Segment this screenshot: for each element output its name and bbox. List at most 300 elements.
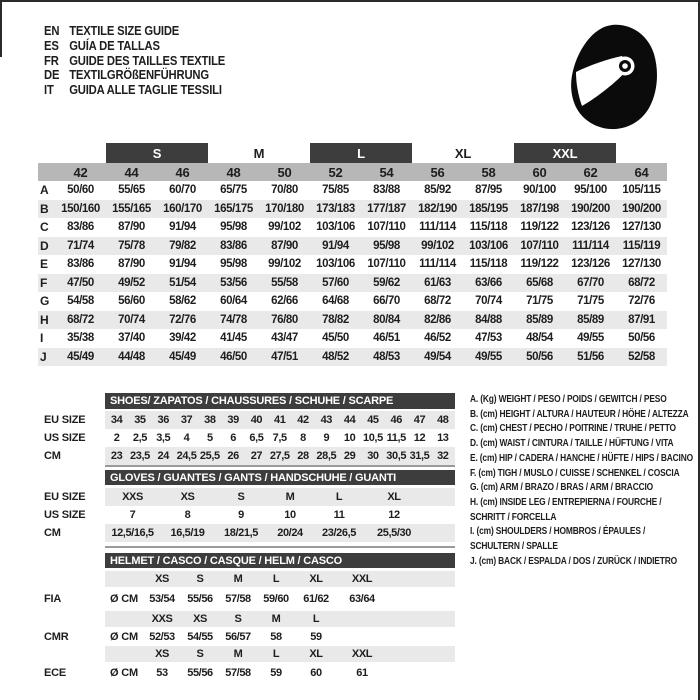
legend-line: E. (cm) HIP / CADERA / HANCHE / HÜFTE / HIPS / BACINO xyxy=(470,451,694,464)
table-row xyxy=(38,237,667,256)
unit-label: Ø CM xyxy=(110,667,138,679)
value-cell: 42 xyxy=(297,414,309,426)
value-cell: 60/70 xyxy=(169,184,196,197)
shoes-size-table xyxy=(44,393,455,465)
value-cell: 57/58 xyxy=(225,593,251,605)
row-letter-spacer xyxy=(38,143,55,163)
value-cell: 49/55 xyxy=(475,350,502,363)
table-row xyxy=(38,255,667,274)
value-cell: 53 xyxy=(156,667,168,679)
table-row xyxy=(38,200,667,219)
legend-item xyxy=(470,495,697,524)
gloves-size-table xyxy=(44,470,455,542)
value-cell: 59/60 xyxy=(263,593,289,605)
language-code: IT xyxy=(44,83,54,98)
value-cell: 32 xyxy=(437,450,449,462)
row-band xyxy=(105,447,455,465)
row-label: CM xyxy=(44,450,61,462)
value-cell: 65/68 xyxy=(526,276,553,289)
value-cell: 57/58 xyxy=(225,667,251,679)
table-row xyxy=(38,181,667,200)
size-header-cell: L xyxy=(272,648,280,660)
language-code: FR xyxy=(44,53,59,68)
value-cell: 34 xyxy=(110,414,123,426)
value-cell: 50/56 xyxy=(628,332,655,345)
value-cell: 45/49 xyxy=(169,350,196,363)
value-cell: 30 xyxy=(367,450,379,462)
value-cell: 70/74 xyxy=(475,295,502,308)
value-cell: 95/98 xyxy=(220,258,247,271)
value-cell: 49/52 xyxy=(118,276,145,289)
standard-label: FIA xyxy=(44,593,62,605)
row-label: CM xyxy=(44,526,61,539)
value-cell: 55/65 xyxy=(118,184,145,197)
value-cell: 54/55 xyxy=(187,631,213,643)
value-cell: 37 xyxy=(180,414,193,426)
helmet-value-row xyxy=(44,629,455,645)
value-cell: 68/72 xyxy=(424,295,451,308)
value-cell: 25,5/30 xyxy=(377,526,411,539)
legend-line: SCHULTERN / SPALLE xyxy=(470,540,558,553)
value-cell: 91/94 xyxy=(169,221,196,234)
size-header-cell: XL xyxy=(309,648,323,660)
value-cell: 46/50 xyxy=(220,350,247,363)
language-title-list xyxy=(44,24,225,98)
value-cell: 107/110 xyxy=(367,221,406,234)
value-cell: 41/45 xyxy=(220,332,247,345)
value-cell: 127/130 xyxy=(622,221,661,234)
value-cell: 61 xyxy=(356,667,368,679)
value-cell: 8 xyxy=(300,432,306,444)
legend-line: F. (cm) TIGH / MUSLO / CUISSE / SCHENKEL / COSCIA xyxy=(470,466,680,479)
value-cell: 78/82 xyxy=(322,313,349,326)
size-header-cell: L xyxy=(272,573,280,585)
value-cell: 115/119 xyxy=(622,239,661,252)
size-group-XXL: XXL xyxy=(514,143,616,163)
value-cell: 24 xyxy=(157,450,169,462)
value-cell: 50/60 xyxy=(67,184,94,197)
value-cell: 60 xyxy=(310,667,322,679)
value-cell: 26 xyxy=(227,450,239,462)
value-cell: 91/94 xyxy=(169,258,196,271)
value-cell: 24,5 xyxy=(176,450,197,462)
value-cell: 103/106 xyxy=(316,221,355,234)
value-cell: 111/114 xyxy=(572,239,609,252)
value-cell: 165/175 xyxy=(214,202,253,215)
value-cell: 20/24 xyxy=(277,526,303,539)
value-cell: 12 xyxy=(413,432,426,444)
table-row xyxy=(38,348,667,367)
value-cell: 35 xyxy=(134,414,146,426)
language-row xyxy=(44,39,225,54)
value-cell: 12 xyxy=(388,508,400,521)
value-cell: 123/126 xyxy=(571,221,610,234)
value-cell: 16,5/19 xyxy=(170,526,205,539)
row-band xyxy=(105,591,455,607)
value-cell: 95/98 xyxy=(373,239,400,252)
value-cell: 103/106 xyxy=(469,239,508,252)
value-cell: 55/56 xyxy=(187,667,213,679)
legend-item xyxy=(470,407,697,422)
value-cell: 45 xyxy=(367,414,379,426)
value-cell: 99/102 xyxy=(268,221,301,234)
value-cell: 6 xyxy=(230,432,236,444)
value-cell: 27 xyxy=(250,450,263,462)
value-cell: 47 xyxy=(413,414,426,426)
value-cell: 10 xyxy=(343,432,356,444)
value-cell: 45/49 xyxy=(67,350,94,363)
value-cell: 87/90 xyxy=(118,221,145,234)
value-cell: 36 xyxy=(157,414,169,426)
row-label: EU SIZE xyxy=(44,414,86,426)
value-cell: L xyxy=(335,490,343,503)
legend-item xyxy=(470,436,697,451)
value-cell: 66/70 xyxy=(373,295,400,308)
value-cell: 39 xyxy=(227,414,239,426)
size-header-cell: XXL xyxy=(351,648,373,660)
size-header-cell: 42 xyxy=(73,164,88,180)
value-cell: 51/54 xyxy=(169,276,196,289)
helmet-size-table xyxy=(44,553,455,681)
value-cell: 56/60 xyxy=(118,295,145,308)
size-header-cell: M xyxy=(233,648,243,660)
value-cell: 18/21,5 xyxy=(224,526,258,539)
size-group-M: M xyxy=(253,145,265,161)
standard-label: ECE xyxy=(44,667,67,679)
language-title: TEXTILGRÖßENFÜHRUNG xyxy=(69,68,209,83)
gloves-divider xyxy=(105,546,455,548)
legend-line: C. (cm) CHEST / PECHO / POITRINE / TRUHE / PETTO xyxy=(470,422,676,435)
value-cell: 57/60 xyxy=(322,276,349,289)
value-cell: 95/100 xyxy=(574,184,607,197)
legend-line: G. (cm) ARM / BRAZO / BRAS / ARM / BRACCIO xyxy=(470,481,654,494)
size-header-cell: 44 xyxy=(124,164,139,180)
value-cell: 68/72 xyxy=(67,313,94,326)
row-letter: A xyxy=(40,183,49,198)
value-cell: 52/58 xyxy=(628,350,655,363)
top-border xyxy=(0,0,700,2)
size-group-L: L xyxy=(310,143,412,163)
value-cell: 119/122 xyxy=(520,221,559,234)
value-cell: 74/78 xyxy=(220,313,247,326)
row-letter: J xyxy=(40,349,47,364)
value-cell: 111/114 xyxy=(419,221,456,234)
value-cell: 39/42 xyxy=(169,332,196,345)
value-cell: 64/68 xyxy=(322,295,349,308)
standard-label: CMR xyxy=(44,631,69,643)
value-cell: 51/56 xyxy=(577,350,604,363)
size-header-cell: 64 xyxy=(634,164,649,180)
value-cell: 95/98 xyxy=(220,221,247,234)
value-cell: 71/75 xyxy=(526,295,553,308)
value-cell: 28,5 xyxy=(316,450,337,462)
value-cell: 5 xyxy=(206,432,213,444)
size-header-cell: XS xyxy=(155,648,169,660)
size-header-cell: 56 xyxy=(430,164,445,180)
value-cell: 43/47 xyxy=(271,332,298,345)
language-row xyxy=(44,24,225,39)
value-cell: 45/50 xyxy=(322,332,349,345)
value-cell: 58 xyxy=(270,631,282,643)
value-cell: 150/160 xyxy=(61,202,100,215)
value-cell: 50/56 xyxy=(526,350,553,363)
value-cell: 27,5 xyxy=(269,450,290,462)
legend-item xyxy=(470,554,697,569)
row-band xyxy=(105,629,455,645)
legend-line: D. (cm) WAIST / CINTURA / TAILLE / HÜFTUNG / VITA xyxy=(470,437,674,450)
shoes-section-title: SHOES/ ZAPATOS / CHAUSSURES / SCHUHE / SCARPE xyxy=(105,393,455,409)
size-header-cell: 52 xyxy=(328,164,343,180)
value-cell: 182/190 xyxy=(418,202,457,215)
value-cell: 85/92 xyxy=(424,184,451,197)
unit-label: Ø CM xyxy=(110,593,138,605)
table-row xyxy=(44,524,455,542)
legend-line: I. (cm) SHOULDERS / HOMBROS / ÉPAULES / xyxy=(470,525,646,538)
value-cell: 55/56 xyxy=(187,593,213,605)
value-cell: 91/94 xyxy=(322,239,349,252)
size-header-cell: XXS xyxy=(151,613,173,625)
value-cell: XXS xyxy=(122,490,143,503)
value-cell: 76/80 xyxy=(271,313,298,326)
table-row xyxy=(44,411,455,429)
legend-item xyxy=(470,466,697,481)
value-cell: 29 xyxy=(343,450,356,462)
value-cell: 84/88 xyxy=(475,313,502,326)
table-row xyxy=(38,329,667,348)
value-cell: 9 xyxy=(238,508,244,521)
value-cell: 3,5 xyxy=(156,432,171,444)
legend-line: J. (cm) BACK / ESPALDA / DOS / ZURÜCK / INDIETRO xyxy=(470,554,677,567)
value-cell: 46/51 xyxy=(373,332,400,345)
value-cell: 83/86 xyxy=(67,258,94,271)
value-cell: 65/75 xyxy=(220,184,247,197)
value-cell: 54/58 xyxy=(67,295,94,308)
value-cell: 80/84 xyxy=(373,313,400,326)
value-cell: 46 xyxy=(390,414,402,426)
size-header-cell: 62 xyxy=(583,164,598,180)
value-cell: 2,5 xyxy=(132,432,147,444)
value-cell: 48/54 xyxy=(526,332,553,345)
value-cell: 55/58 xyxy=(271,276,298,289)
value-cell: 23/26,5 xyxy=(322,526,356,539)
value-cell: 187/198 xyxy=(520,202,559,215)
value-cell: 87/91 xyxy=(628,313,655,326)
value-cell: 44 xyxy=(343,414,356,426)
size-group-row xyxy=(38,143,667,163)
value-cell: 111/114 xyxy=(419,258,456,271)
value-cell: 48/53 xyxy=(373,350,400,363)
value-cell: 173/183 xyxy=(316,202,355,215)
row-band xyxy=(105,411,455,429)
value-cell: 160/170 xyxy=(163,202,202,215)
value-cell: 40 xyxy=(250,414,263,426)
value-cell: 35/38 xyxy=(67,332,94,345)
size-header-cell: XXL xyxy=(351,573,373,585)
left-border xyxy=(0,0,2,57)
value-cell: 75/85 xyxy=(322,184,349,197)
value-cell: 83/86 xyxy=(220,239,247,252)
row-band xyxy=(105,611,455,627)
value-cell: 87/90 xyxy=(271,239,298,252)
value-cell: 63/66 xyxy=(475,276,502,289)
value-cell: 85/89 xyxy=(526,313,553,326)
language-row xyxy=(44,54,225,69)
value-cell: 56/57 xyxy=(225,631,251,643)
value-cell: 28 xyxy=(297,450,309,462)
helmet-value-row xyxy=(44,665,455,681)
value-cell: 7 xyxy=(129,508,136,521)
value-cell: 25,5 xyxy=(199,450,220,462)
value-cell: 59/62 xyxy=(373,276,400,289)
value-cell: 48 xyxy=(437,414,449,426)
size-header-cell: 54 xyxy=(379,164,394,180)
value-cell: 119/122 xyxy=(520,258,559,271)
value-cell: 6,5 xyxy=(249,432,264,444)
row-letter: G xyxy=(40,294,50,309)
value-cell: 9 xyxy=(323,432,330,444)
row-label: US SIZE xyxy=(44,432,86,444)
value-cell: 63/64 xyxy=(349,593,375,605)
unit-label: Ø CM xyxy=(110,631,138,643)
size-header-cell: L xyxy=(312,613,320,625)
value-cell: 53/54 xyxy=(149,593,175,605)
table-row xyxy=(38,218,667,237)
language-title: GUIDA ALLE TAGLIE TESSILI xyxy=(69,83,222,98)
size-header-cell: S xyxy=(196,573,204,585)
language-row xyxy=(44,83,225,98)
row-label: EU SIZE xyxy=(44,490,86,503)
value-cell: 177/187 xyxy=(367,202,406,215)
language-title: TEXTILE SIZE GUIDE xyxy=(69,24,180,38)
value-cell: 10,5 xyxy=(363,432,383,444)
value-cell: 107/110 xyxy=(520,239,559,252)
value-cell: 99/102 xyxy=(421,239,454,252)
value-cell: 107/110 xyxy=(367,258,406,271)
row-letter: C xyxy=(40,220,49,235)
table-row xyxy=(44,488,455,506)
legend-item xyxy=(470,480,697,495)
row-band xyxy=(105,646,455,662)
legend-line: A. (Kg) WEIGHT / PESO / POIDS / GEWITCH / PESO xyxy=(470,393,667,405)
size-header-cell: M xyxy=(233,573,243,585)
value-cell: 87/95 xyxy=(475,184,502,197)
legend-item xyxy=(470,451,697,466)
value-cell: 59 xyxy=(270,667,282,679)
size-header-cell: M xyxy=(271,613,281,625)
row-band xyxy=(105,488,455,506)
legend-item xyxy=(470,524,697,553)
helmet-size-row xyxy=(44,611,455,627)
size-header-cell: 50 xyxy=(277,164,292,180)
value-cell: 83/88 xyxy=(373,184,400,197)
value-cell: 30,5 xyxy=(386,450,407,462)
row-band xyxy=(105,571,455,587)
legend-line: SCHRITT / FORCELLA xyxy=(470,510,557,523)
size-header-cell: 46 xyxy=(175,164,190,180)
value-cell: 43 xyxy=(320,414,333,426)
value-cell: 85/89 xyxy=(577,313,604,326)
value-cell: 61/63 xyxy=(424,276,451,289)
legend-line: H. (cm) INSIDE LEG / ENTREPIERNA / FOURCHE / xyxy=(470,495,662,508)
value-cell: 115/118 xyxy=(469,221,508,234)
value-cell: 47/51 xyxy=(271,350,298,363)
value-cell: 37/40 xyxy=(118,332,145,345)
value-cell: 68/72 xyxy=(628,276,655,289)
row-letter: I xyxy=(40,331,44,346)
size-header-cell: XS xyxy=(193,613,207,625)
row-letter: H xyxy=(40,312,49,327)
table-row xyxy=(44,429,455,447)
measurement-legend xyxy=(470,392,697,568)
value-cell: 71/75 xyxy=(577,295,604,308)
value-cell: 49/54 xyxy=(424,350,451,363)
table-row xyxy=(44,447,455,465)
value-cell: S xyxy=(237,490,245,503)
value-cell: 52/53 xyxy=(149,631,175,643)
value-cell: 71/74 xyxy=(67,239,94,252)
value-cell: 59 xyxy=(310,631,322,643)
value-cell: 23,5 xyxy=(130,450,150,462)
row-band xyxy=(105,506,455,524)
size-header-cell: S xyxy=(196,648,204,660)
value-cell: 47/53 xyxy=(475,332,502,345)
value-cell: XL xyxy=(387,490,401,503)
row-band xyxy=(105,429,455,447)
value-cell: 70/80 xyxy=(271,184,298,197)
shoes-divider xyxy=(105,465,455,467)
size-header-cell: 58 xyxy=(481,164,496,180)
size-group-XL: XL xyxy=(454,145,472,161)
value-cell: 7,5 xyxy=(272,432,287,444)
size-header-cell: 60 xyxy=(532,164,547,180)
legend-item xyxy=(470,421,697,436)
size-header-cell: S xyxy=(234,613,242,625)
helmet-value-row xyxy=(44,591,455,607)
value-cell: 90/100 xyxy=(523,184,556,197)
helmet-size-row xyxy=(44,646,455,662)
language-code: EN xyxy=(44,24,60,38)
value-cell: 115/118 xyxy=(469,258,508,271)
value-cell: 61/62 xyxy=(303,593,329,605)
value-cell: 47/50 xyxy=(67,276,94,289)
language-code: DE xyxy=(44,68,60,83)
value-cell: 23 xyxy=(110,450,123,462)
size-header-cell: 48 xyxy=(226,164,241,180)
language-title: GUIDE DES TAILLES TEXTILE xyxy=(69,53,226,68)
value-cell: 4 xyxy=(183,432,190,444)
value-cell: M xyxy=(285,490,295,503)
size-group-blank xyxy=(616,143,667,163)
value-cell: 10 xyxy=(284,508,296,521)
value-cell: 82/86 xyxy=(424,313,451,326)
row-letter: F xyxy=(40,275,48,290)
value-cell: 123/126 xyxy=(571,258,610,271)
value-cell: 103/106 xyxy=(316,258,355,271)
size-group-blank xyxy=(55,143,106,163)
value-cell: 11,5 xyxy=(386,432,406,444)
table-row xyxy=(38,292,667,311)
value-cell: 170/180 xyxy=(265,202,304,215)
size-header-cell: XS xyxy=(155,573,169,585)
value-cell: 46/52 xyxy=(424,332,451,345)
value-cell: 190/200 xyxy=(571,202,610,215)
gloves-section-title: GLOVES / GUANTES / GANTS / HANDSCHUHE / GUANTI xyxy=(105,470,455,485)
row-letter: B xyxy=(40,201,49,216)
row-letter: E xyxy=(40,257,48,272)
value-cell: 127/130 xyxy=(622,258,661,271)
value-cell: 83/86 xyxy=(67,221,94,234)
racing-helmet-icon xyxy=(568,22,664,134)
